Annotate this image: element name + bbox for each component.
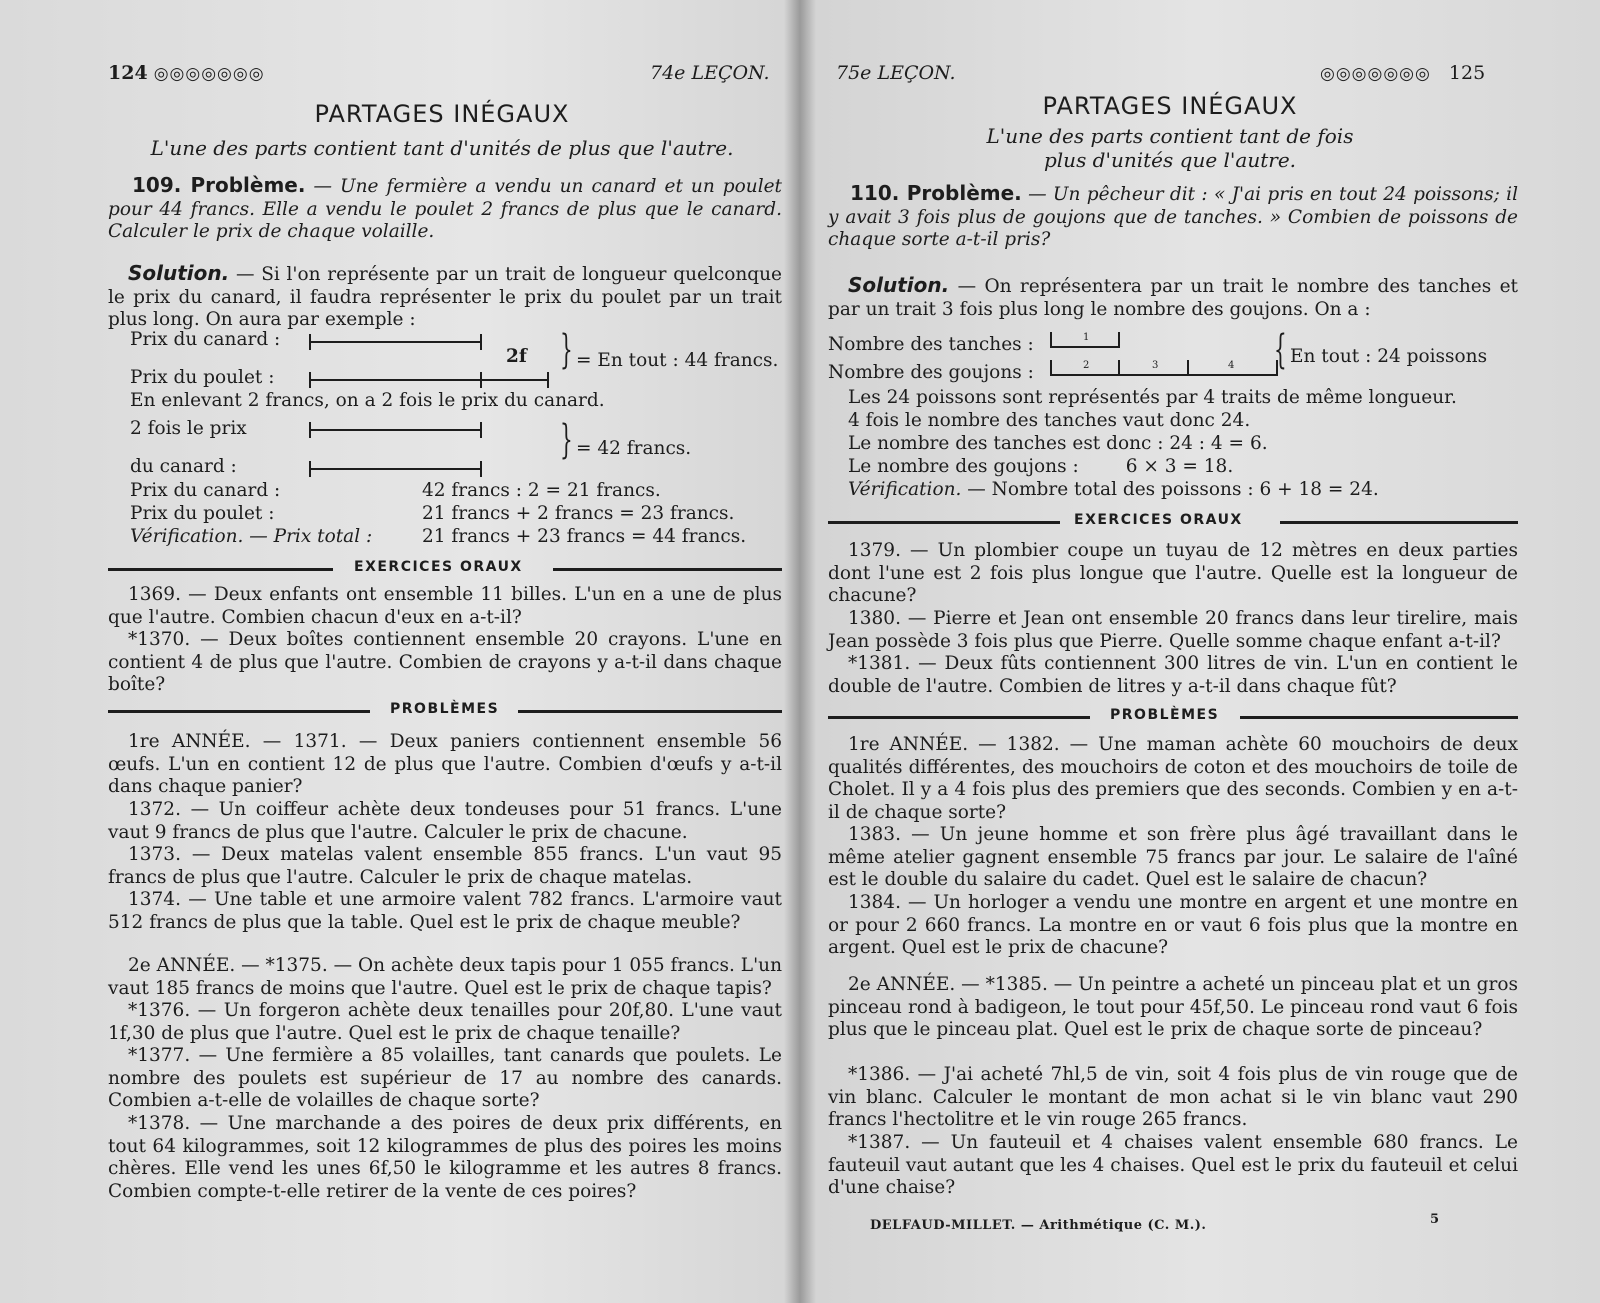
page-number: 125 [1448,62,1486,84]
diagram-bar-poulet [309,379,549,381]
right-page [800,0,1600,1303]
calc-label: Vérification. — Prix total : [130,526,373,547]
diagram-enlevant: En enlevant 2 francs, on a 2 fois le prix du canard. [130,390,605,411]
problem-item: *1386. — J'ai acheté 7hl,5 de vin, soit 4 fois plus de vin rouge que de vin blanc. Calculer le montant de mon achat si le vin blanc vaut 290 francs l'hectolitre et le vin rouge 265 francs. [828,1064,1518,1130]
diagram-total: En tout : 24 poissons [1290,346,1488,367]
problem-label: 110. Problème. [850,181,1022,205]
solution-text: — Si l'on représente par un trait de longueur quelconque le prix du canard, il faudra représenter le prix du poulet par un trait plus long. On aura par exemple : [108,264,782,330]
section-heading: PROBLÈMES [1110,707,1220,723]
problem-110 [828,182,1518,252]
solution-text: — On représentera par un trait le nombre des tanches et par un trait 3 fois plus long le nombre des goujons. On a : [828,276,1518,320]
diagram-total-42: = 42 francs. [576,438,692,459]
solution-label: Solution. [128,261,230,285]
diagram-two-francs: 2f [506,346,527,367]
lesson-number: 74e LEÇON. [650,62,770,84]
problem-item: 2e ANNÉE. — *1385. — Un peintre a acheté un pinceau plat et un gros pinceau rond à badigeon, le tout pour 45f,50. Le pinceau rond vaut 6 fois plus que le pinceau plat. Quel est le prix de chaque sorte de pinceau? [828,974,1518,1040]
brace-icon: } [560,327,573,373]
solution-label: Solution. [848,273,950,297]
diagram-deux-fois-a: 2 fois le prix [130,418,247,439]
solution-line: Les 24 poissons sont représentés par 4 traits de même longueur. [848,387,1457,408]
page-subtitle-1: L'une des parts contient tant de fois [986,124,1354,148]
problem-item: 1372. — Un coiffeur achète deux tondeuses pour 51 francs. L'une vaut 9 francs de plus que l'autre. Calculer le prix de chacune. [108,799,782,843]
problem-item: *1387. — Un fauteuil et 4 chaises valent ensemble 680 francs. Le fauteuil vaut autant que les 4 chaises. Quel est le prix du fauteuil et celui d'une chaise? [828,1132,1518,1198]
problem-item: *1378. — Une marchande a des poires de deux prix différents, en tout 64 kilogrammes, soit 12 kilogrammes de plus des poires les moins chères. Elle vend les unes 6f,50 le kilogramme et les autres 8 francs. Combien compte-t-elle retirer de la vente de ces poires? [108,1113,782,1202]
problem-item: 1383. — Un jeune homme et son frère plus âgé travaillant dans le même atelier gagnent ensemble 75 francs par jour. Le salaire de l'aîné est le double du salaire du cadet. Quel est le salaire de chacun? [828,824,1518,890]
page-subtitle: L'une des parts contient tant d'unités de plus que l'autre. [150,136,734,160]
section-heading: PROBLÈMES [390,701,500,717]
diagram-tick [1187,360,1189,376]
problem-item: 1re ANNÉE. — 1371. — Deux paniers contiennent ensemble 56 œufs. L'un en contient 12 de plus que l'autre. Combien d'œufs y a-t-il dans chaque panier? [108,731,782,797]
problem-item: 1384. — Un horloger a vendu une montre en argent et une montre en or pour 2 660 francs. La montre en or vaut 6 fois plus que la montre en argent. Quel est le prix de chacune? [828,892,1518,958]
diagram-tick [1118,360,1120,376]
page-title: PARTAGES INÉGAUX [314,100,570,128]
page-title: PARTAGES INÉGAUX [1042,92,1298,120]
segment-label: 2 [1083,360,1090,371]
exercise-item: 1379. — Un plombier coupe un tuyau de 12 mètres en deux parties dont l'une est 2 fois plus longue que l'autre. Quelle est la longueur de chacune? [828,540,1518,606]
ornament-icon: ◎◎◎◎◎◎◎ [153,64,265,84]
page-number: 124 [108,62,148,84]
signature-mark: 5 [1430,1212,1440,1227]
segment-label: 3 [1152,360,1159,371]
diagram-label-goujons: Nombre des goujons : [828,362,1034,383]
problem-text: — Un pêcheur dit : « J'ai pris en tout 24 poissons; il y avait 3 fois plus de goujons que de tanches. » Combien de poissons de chaque sorte a-t-il pris? [828,184,1518,250]
diagram-deux-fois-b: du canard : [130,456,237,477]
section-divider-oraux [828,512,1518,530]
calc-label: Prix du canard : [130,480,281,501]
section-divider-problemes [828,707,1518,725]
page-subtitle-2: plus d'unités que l'autre. [1043,148,1297,172]
brace-icon: } [560,417,573,463]
verif-text: — Nombre total des poissons : 6 + 18 = 24. [961,479,1379,500]
section-divider-oraux [108,559,782,577]
diagram-bar-2a [309,429,482,431]
section-divider-problemes [108,701,782,719]
section-heading: EXERCICES ORAUX [354,559,523,575]
page-header-right [1320,62,1485,84]
diagram-bar-goujons [1050,374,1278,376]
verif-label: Vérification. [848,479,962,500]
solution-line: Le nombre des goujons : 6 × 3 = 18. [848,456,1234,477]
calc-expr: 21 francs + 2 francs = 23 francs. [422,503,735,524]
exercise-item: *1370. — Deux boîtes contiennent ensemble 20 crayons. L'une en contient 4 de plus que l'autre. Combien de crayons y a-t-il dans chaque boîte? [108,629,782,695]
diagram-bar-canard [309,341,482,343]
diagram-tick [547,372,549,388]
diagram-tick [480,422,482,438]
diagram-tick [480,334,482,350]
problem-109 [108,174,782,244]
section-heading: EXERCICES ORAUX [1074,512,1243,528]
ornament-icon: ◎◎◎◎◎◎◎ [1320,64,1431,84]
diagram-bar-tanches [1050,346,1120,348]
diagram-total: = En tout : 44 francs. [576,350,779,371]
exercise-item: 1380. — Pierre et Jean ont ensemble 20 francs dans leur tirelire, mais Jean possède 3 fois plus que Pierre. Quelle somme chaque enfant a-t-il? [828,608,1518,652]
problem-item: 2e ANNÉE. — *1375. — On achète deux tapis pour 1 055 francs. L'un vaut 185 francs de moins que l'autre. Quel est le prix de chaque tapis? [108,955,782,999]
calc-expr: 42 francs : 2 = 21 francs. [422,480,661,501]
solution-line: Le nombre des tanches est donc : 24 : 4 = 6. [848,433,1268,454]
verification-line [848,479,1379,500]
calc-label: Prix du poulet : [130,503,275,524]
exercise-item: *1381. — Deux fûts contiennent 300 litres de vin. L'un en contient le double de l'autre. Combien de litres y a-t-il dans chaque fût? [828,653,1518,697]
lesson-number: 75e LEÇON. [836,62,956,84]
solution-110 [828,274,1518,321]
segment-label: 1 [1083,332,1090,343]
problem-label: 109. Problème. [132,173,306,197]
problem-item: 1373. — Deux matelas valent ensemble 855 francs. L'un vaut 95 francs de plus que l'autre. Calculer le prix de chaque matelas. [108,844,782,888]
footer-credit: DELFAUD-MILLET. — Arithmétique (C. M.). [870,1218,1207,1233]
diagram-tick [480,461,482,477]
page-header-left [108,62,265,84]
diagram-label-poulet: Prix du poulet : [130,367,275,388]
brace-icon: { [1274,327,1287,373]
problem-item: 1374. — Une table et une armoire valent 782 francs. L'armoire vaut 512 francs de plus que la table. Quel est le prix de chaque meuble? [108,889,782,933]
problem-item: *1376. — Un forgeron achète deux tenailles pour 20f,80. L'une vaut 1f,30 de plus que l'autre. Quel est le prix de chaque tenaille? [108,1000,782,1044]
diagram-label-tanches: Nombre des tanches : [828,334,1034,355]
problem-item: *1377. — Une fermière a 85 volailles, tant canards que poulets. Le nombre des poulets est supérieur de 17 au nombre des canards. Combien a-t-elle de volailles de chaque sorte? [108,1045,782,1111]
diagram-bar-2b [309,468,482,470]
calc-expr: 21 francs + 23 francs = 44 francs. [422,526,747,547]
segment-label: 4 [1228,360,1235,371]
diagram-tick [480,372,482,388]
diagram-label-canard: Prix du canard : [130,329,281,350]
diagram-tick [1118,332,1120,348]
solution-line: 4 fois le nombre des tanches vaut donc 24. [848,410,1251,431]
exercise-item: 1369. — Deux enfants ont ensemble 11 billes. L'un en a une de plus que l'autre. Combien chacun d'eux en a-t-il? [108,584,782,628]
problem-item: 1re ANNÉE. — 1382. — Une maman achète 60 mouchoirs de deux qualités différentes, des mouchoirs de coton et des mouchoirs de toile de Cholet. Il y a 4 fois plus des premiers que des seconds. Combien y en a-t-il de chaque sorte? [828,734,1518,823]
solution-109 [108,262,782,332]
problem-text: — Une fermière a vendu un canard et un poulet pour 44 francs. Elle a vendu le poulet 2 francs de plus que le canard. Calculer le prix de chaque volaille. [108,176,782,242]
